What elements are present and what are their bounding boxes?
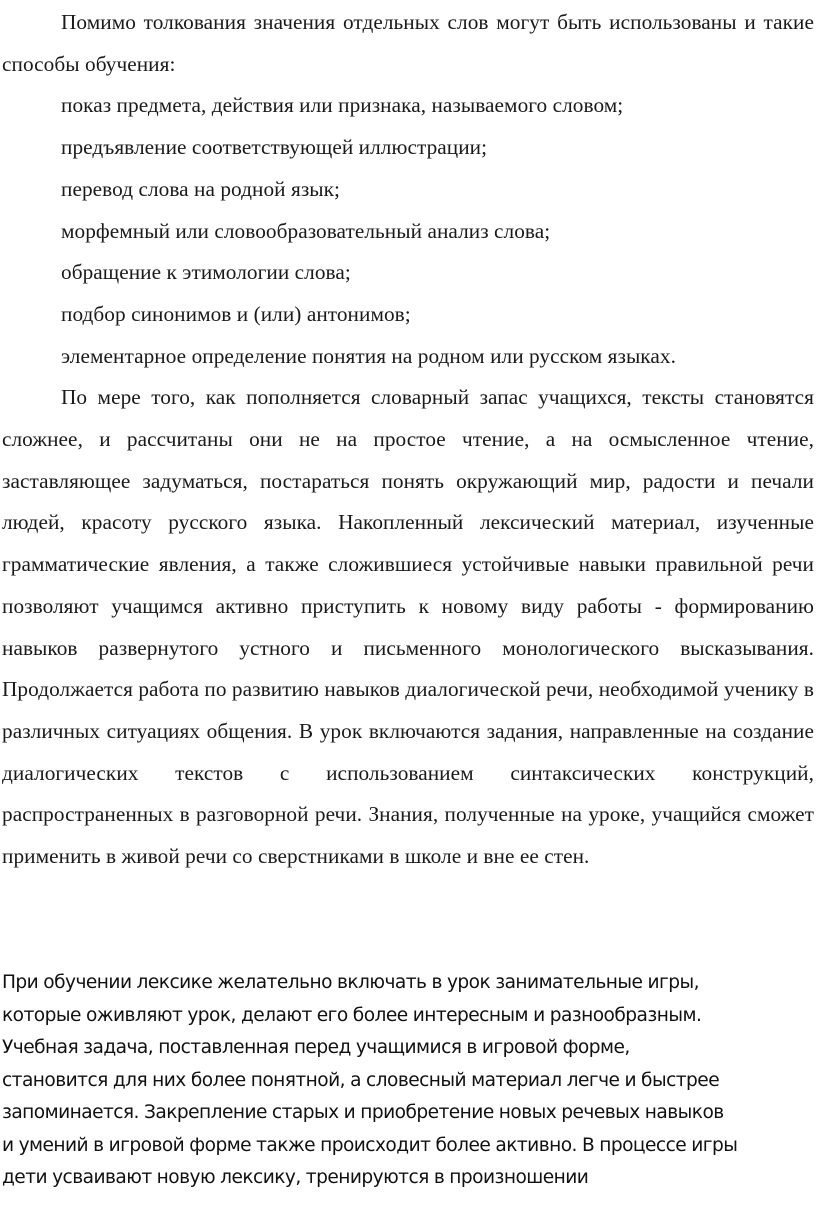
methods-list xyxy=(2,85,814,377)
document-body xyxy=(2,2,814,878)
games-line: запоминается. Закрепление старых и приобретение новых речевых навыков xyxy=(2,1102,724,1123)
main-paragraph: По мере того, как пополняется словарный запас учащихся, тексты становятся сложнее, и рассчитаны они не на простое чтение, а на осмысленное чтение, заставляющее задуматься, постараться понять окружающий мир, радости и печали людей, красоту русского языка. Накопленный лексический материал, изученные грамматические явления, а также сложившиеся устойчивые навыки правильной речи позволяют учащимся активно приступить к новому виду работы - формированию навыков развернутого устного и письменного монологического высказывания. Продолжается работа по развитию навыков диалогической речи, необходимой ученику в различных ситуациях общения. В урок включаются задания, направленные на создание диалогических текстов с использованием синтаксических конструкций, распространенных в разговорной речи. Знания, полученные на уроке, учащийся сможет применить в живой речи со сверстниками в школе и вне ее стен. xyxy=(2,385,814,869)
games-line: Учебная задача, поставленная перед учащимися в игровой форме, xyxy=(2,1037,630,1058)
intro-paragraph: Помимо толкования значения отдельных слов могут быть использованы и такие способы обучения: xyxy=(2,10,814,76)
list-item: показ предмета, действия или признака, называемого словом; xyxy=(61,93,624,118)
games-line: дети усваивают новую лексику, тренируются в произношении xyxy=(2,1167,589,1188)
list-item: подбор синонимов и (или) антонимов; xyxy=(61,301,411,326)
games-line: и умений в игровой форме также происходит более активно. В процессе игры xyxy=(2,1134,738,1156)
list-item: элементарное определение понятия на родном или русском языках. xyxy=(61,343,676,368)
games-paragraph xyxy=(2,967,814,1195)
list-item: перевод слова на родной язык; xyxy=(61,176,341,201)
games-line: При обучении лексике желательно включать в урок занимательные игры, xyxy=(2,972,699,993)
list-item: морфемный или словообразовательный анализ слова; xyxy=(61,218,551,243)
games-line: которые оживляют урок, делают его более интересным и разнообразным. xyxy=(2,1004,702,1026)
list-item: предъявление соответствующей иллюстрации; xyxy=(61,135,488,160)
list-item: обращение к этимологии слова; xyxy=(61,260,351,285)
games-line: становится для них более понятной, а словесный материал легче и быстрее xyxy=(2,1069,720,1091)
